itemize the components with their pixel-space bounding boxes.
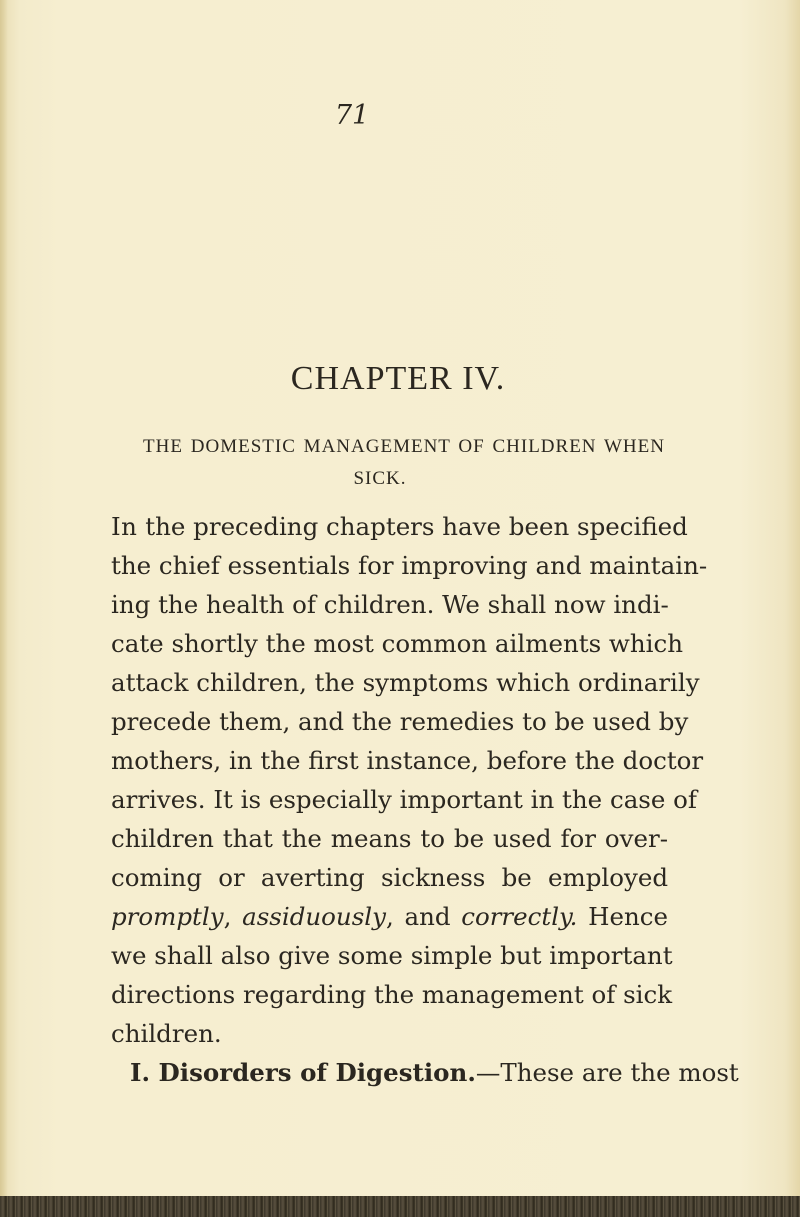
chapter-title: CHAPTER IV. — [290, 360, 506, 397]
chapter-subtitle-line-1: THE DOMESTIC MANAGEMENT OF CHILDREN WHEN — [143, 436, 665, 457]
page-bottom-edge — [0, 1196, 800, 1217]
body-line-7: mothers, in the first instance, before the doctor — [111, 746, 704, 775]
page-gutter-shadow — [0, 0, 8, 1217]
body-line-15-text: —These are the most — [475, 1058, 739, 1087]
body-line-13: directions regarding the management of sick — [111, 980, 673, 1009]
body-line-11 — [111, 900, 668, 934]
body-line-11-rest: Hence — [577, 902, 669, 931]
body-line-6: precede them, and the remedies to be used by — [111, 707, 689, 736]
body-line-1 — [111, 510, 688, 544]
body-line-11-sep-2: , and — [385, 902, 462, 931]
body-line-2: the chief essentials for improving and maintain- — [111, 551, 708, 580]
body-line-5: attack children, the symptoms which ordinarily — [111, 668, 700, 697]
body-line-11-sep-1: , — [223, 902, 243, 931]
emphasis-assiduously: assiduously — [242, 902, 386, 931]
body-line-9: children that the means to be used for over- — [111, 824, 668, 853]
body-line-8: arrives. It is especially important in the case of — [111, 785, 697, 814]
section-heading-disorders-of-digestion: I. Disorders of Digestion. — [130, 1058, 476, 1087]
body-line-3: ing the health of children. We shall now indi- — [111, 590, 669, 619]
emphasis-promptly: promptly — [111, 902, 224, 931]
chapter-subtitle-line-2: SICK. — [353, 468, 407, 489]
emphasis-correctly: correctly. — [461, 902, 578, 931]
drop-word: In — [111, 512, 138, 541]
body-line-4: cate shortly the most common ailments which — [111, 629, 684, 658]
body-line-14: children. — [111, 1019, 222, 1048]
body-line-1-text: the preceding chapters have been specified — [137, 512, 688, 541]
body-line-12: we shall also give some simple but important — [111, 941, 673, 970]
page-number: 71 — [334, 100, 370, 131]
body-line-10: coming or averting sickness be employed — [111, 863, 668, 892]
body-line-15 — [130, 1056, 739, 1090]
